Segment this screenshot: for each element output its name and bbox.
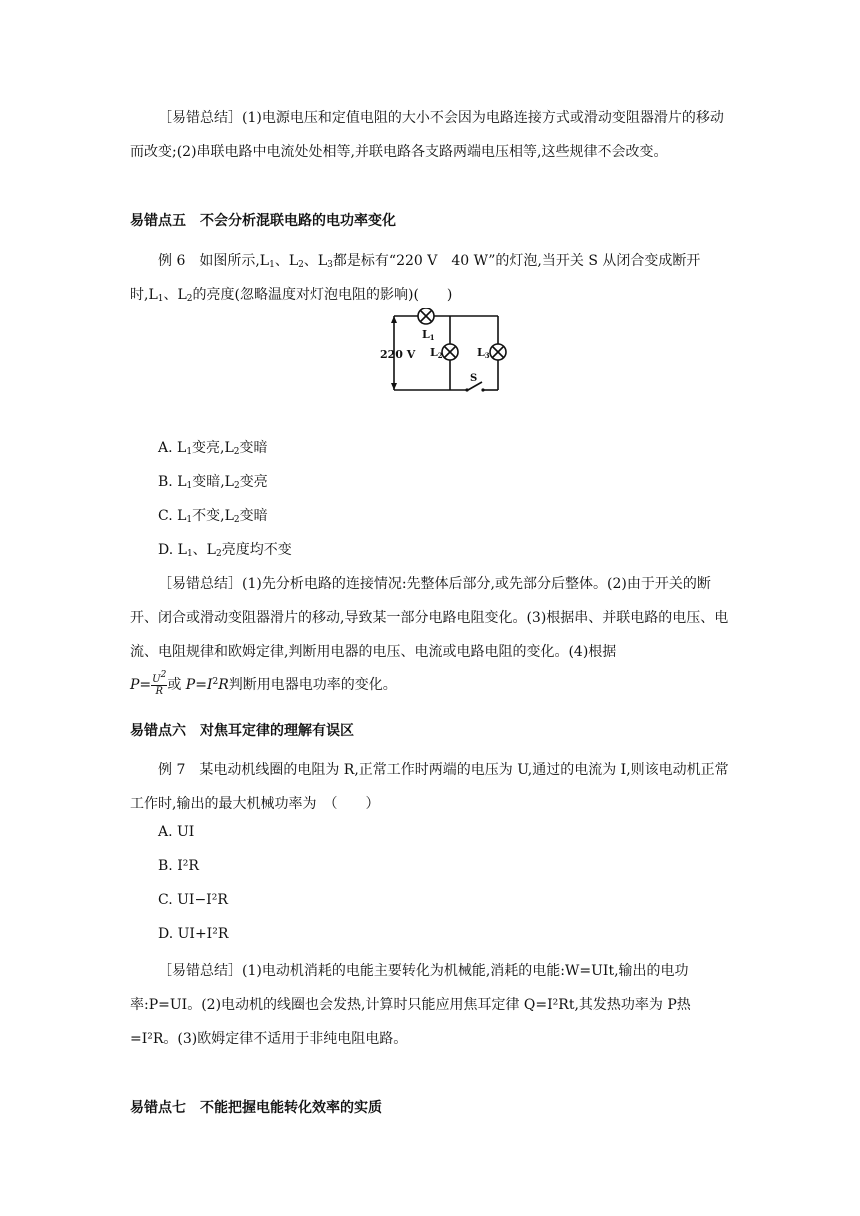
ex6-option-d: D. $L_1$、$L_2$亮度均不变 <box>158 542 292 559</box>
summary-1: ［易错总结］(1)电源电压和定值电阻的大小不会因为电路连接方式或滑动变阻器滑片的移动而改变;(2)串联电路中电流处处相等,并联电路各支路两端电压相等,这些规律不会改变。 <box>130 110 724 160</box>
ex6-option-b: B. $L_1$变暗$,L_2$变亮 <box>158 474 268 491</box>
lamp-label-3: L3 <box>477 346 490 360</box>
switch-label: S <box>470 373 478 384</box>
section-title-5: 易错点五 不会分析混联电路的电功率变化 <box>130 213 396 229</box>
ex7-option-c: C. UI−I²R <box>158 892 228 908</box>
ex6-option-c: C. $L_1$不变$,L_2$变暗 <box>158 508 268 525</box>
summary-2: ［易错总结］(1)先分析电路的连接情况:先整体后部分,或先部分后整体。(2)由于开关的断开、闭合或滑动变阻器滑片的移动,导致某一部分电路电阻变化。(3)根据串、并联电路的电压、电流、电阻规律和欧姆定律,判断用电器的电压、电流或电路电阻的变化。(4)根据 <box>130 576 729 660</box>
ex7-option-a: A. UI <box>158 824 195 840</box>
lamp-label-2: L2 <box>430 346 443 360</box>
ex7-option-b: B. I²R <box>158 858 199 874</box>
example-7-stem: 例 7 某电动机线圈的电阻为 R,正常工作时两端的电压为 U,通过的电流为 I,则该电动机正常工作时,输出的最大机械功率为 （ ） <box>130 762 729 812</box>
section-title-7: 易错点七 不能把握电能转化效率的实质 <box>130 1100 382 1116</box>
lamp-label-1: L1 <box>422 328 435 342</box>
example-6-stem: 例 6 如图所示$,L_1$、$L_2$、$L_3$都是标有“220 V 40 W”的灯泡,当开关 S 从闭合变成断开时$,L_1$、$L_2$的亮度(忽略温度对灯泡电阻的影响)( ) <box>130 253 701 304</box>
summary-2-formula: P= $\frac{U^2}{R}$ 或 $P=I^2R$判断用电器电功率的变化。 <box>130 669 397 697</box>
section-title-6: 易错点六 对焦耳定律的理解有误区 <box>130 723 354 739</box>
circuit-diagram <box>378 308 508 398</box>
ex6-option-a: A. $L_1$变亮$,L_2$变暗 <box>158 440 268 457</box>
fraction-u2-over-r: $\frac{U^2}{R}$ <box>152 669 167 697</box>
voltage-label: 220 V <box>380 348 416 361</box>
ex7-option-d: D. UI+I²R <box>158 926 229 942</box>
summary-3: ［易错总结］(1)电动机消耗的电能主要转化为机械能,消耗的电能:W=UIt,输出的电功率:P=UI。(2)电动机的线圈也会发热,计算时只能应用焦耳定律 Q=I²Rt,其发热功率为 P热=I²R。(3)欧姆定律不适用于非纯电阻电路。 <box>130 963 691 1047</box>
